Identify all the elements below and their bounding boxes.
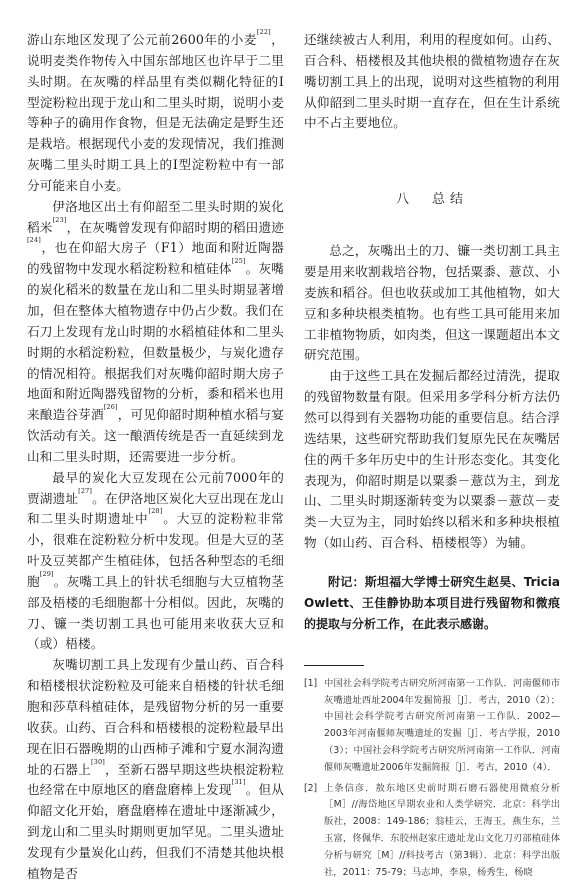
body-paragraph (304, 30, 560, 134)
reference-text: 中国社会科学院考古研究所河南第一工作队．河南偃师市灰嘴遗址西址2004年发掘简报［J］．考古，2010（2）；中国社会科学院考古研究所河南第一工作队．2002—2003年河南偃师灰嘴遗址的发掘［J］．考古学报，2010（3）；中国社会科学院考古研究所河南第一工作队．河南偃师灰嘴遗址2006年发掘简报［J］．考古，2010（4）． (324, 677, 560, 773)
text-run: ，至新石器早期这些块根淀粉粒也经常在中原地区的磨盘磨棒上发现 (27, 761, 285, 798)
reference-number: [1] (304, 677, 318, 689)
body-paragraph (27, 197, 284, 468)
text-run: ，可见仰韶时期种植水稻与宴饮活动有关。这一酿酒传统是否一直延续到龙山和二里头时期，还需要进一步分析。 (27, 407, 284, 464)
text-run: 由于这些工具在发掘后都经过清洗，提取的残留物数量有限。但采用多学科分析方法仍然可以得到有关器物功能的重要信息。结合浮选结果，这些研究帮助我们复原先民在灰嘴居住的两千多年历史中的生计形态变化。其变化表现为，仰韶时期是以粟黍－薏苡为主，到龙山、二里头时期逐渐转变为以粟黍－薏苡－麦类－大豆为主，同时始终以稻米和多种块根植物（如山药、百合科、梧楼根等）为辅。 (304, 368, 560, 551)
body-paragraph (27, 468, 284, 656)
text-run: 还继续被古人利用，利用的程度如何。山药、百合科、梧楼根及其他块根的微植物遗存在灰嘴切割工具上的出现，说明对这些植物的利用从仰韶到二里头时期一直存在，但在生计系统中不占主要地位。 (304, 32, 560, 131)
text-run: 游山东地区发现了公元前2600年的小麦 (27, 32, 257, 47)
right-column (304, 30, 560, 885)
reference-item (304, 781, 560, 882)
body-paragraph (27, 655, 284, 884)
text-run: ，也在仰韶大房子（F1）地面和附近陶器的残留物中发现水稻淀粉粒和植硅体 (27, 240, 284, 277)
text-run: 。灰嘴的炭化稻米的数量在龙山和二里头时期显著增加，但在整体大植物遗存中仍占少数。我们在石刀上发现有龙山时期的水稻植硅体和二里头时期的水稻淀粉粒，但数量极少，与炭化遗存的情况相符。根据我们对灰嘴仰韶时期大房子地面和附近陶器残留物的分析，黍和稻米也用来酿造谷芽酒 (27, 261, 284, 423)
summary-paragraph (304, 241, 560, 366)
text-run: 。在伊洛地区炭化大豆出现在龙山和二里头时期遗址中 (27, 490, 284, 527)
text-run: ，说明麦类作物传入中国东部地区也许早于二里头时期。在灰嘴的样品里有类似糊化特征的Ⅰ型淀粉粒出现于龙山和二里头时期，说明小麦等种子的确用作食物，但是无法确定是野生还是栽培。根据现代小麦的发现情况，我们推测灰嘴二里头时期工具上的Ⅰ型淀粉粒中有一部分可能来自小麦。 (27, 32, 285, 193)
citation-marker: [30] (90, 757, 105, 766)
acknowledgement: 附记：斯坦福大学博士研究生赵昊、Tricia Owlett、王佳静协助本项目进行残留物和微痕的提取与分析工作，在此表示感谢。 (304, 574, 560, 631)
text-run: 。灰嘴工具上的针状毛细胞与大豆植物茎部及梧楼的毛细胞都十分相似。因此，灰嘴的刀、镰一类切割工具也可能用来收获大豆和（或）梧楼。 (27, 573, 284, 652)
body-paragraph (27, 30, 284, 197)
citation-marker: [24] (27, 236, 41, 245)
text-run: 。大豆的淀粉粒非常小，很难在淀粉粒分析中发现。但是大豆的茎叶及豆荚都产生植硅体，包括各种型态的毛细胞 (27, 511, 284, 589)
citation-marker: [22] (256, 28, 271, 36)
section-heading: 八 总结 (395, 192, 468, 208)
reference-item (304, 676, 560, 777)
text-run: 。但从仰韶文化开始，磨盘磨棒在遗址中逐渐减少，到龙山和二里头时期则更加罕见。二里头遗址发现有少量炭化山药，但我们不清楚其他块根植物是否 (27, 782, 284, 881)
citation-marker: [26] (103, 403, 118, 412)
text-run: 灰嘴切割工具上发现有少量山药、百合科和梧楼根状淀粉粒及可能来自梧楼的针状毛细胞和莎草科植硅体，是残留物分析的另一重要收获。山药、百合科和梧楼根的淀粉粒最早出现在旧石器晚期的山西柿子滩和宁夏水洞沟遗址的石器上 (27, 657, 284, 777)
reference-text: 上条信彦．敖东地区史前时期石磨石器使用微痕分析［M］//海岱地区早期农业和人类学研究．北京：科学出版社，2008：149-186；翁桂云，王海玉，燕生东，兰玉富，佟佩华．东胶州赵家庄遗址龙山文化刀刃部植硅体分析与研究［M］//科技考古（第3辑）．北京：科学出版社，2011：75-79；马志坤，李泉，杨秀生，杨晓 (324, 782, 560, 878)
text-run: 总之，灰嘴出土的刀、镰一类切割工具主要是用来收割栽培谷物，包括粟黍、薏苡、小麦族和稻谷。但也收获或加工其他植物，如大豆和多种块根类植物。也有些工具可能用来加工非植物物质，如肉类，但这一课题超出本文研究范围。 (304, 243, 560, 363)
citation-marker: [31] (231, 778, 246, 787)
summary-paragraph (304, 366, 560, 554)
citation-marker: [23] (52, 215, 67, 224)
footnote-divider (304, 665, 364, 666)
left-column (27, 30, 284, 885)
reference-list (304, 676, 560, 882)
citation-marker: [28] (148, 507, 163, 516)
citation-marker: [25] (231, 257, 246, 266)
citation-marker: [29] (39, 569, 54, 578)
text-run: ，在灰嘴曾发现有仰韶时期的稻田遗迹 (66, 219, 284, 235)
citation-marker: [27] (78, 486, 93, 495)
text-run: 伊洛地区出土有仰韶至二里头时期的炭化稻米 (27, 198, 284, 235)
reference-number: [2] (304, 782, 318, 794)
text-run: 最早的炭化大豆发现在公元前7000年的贾湖遗址 (27, 469, 284, 506)
